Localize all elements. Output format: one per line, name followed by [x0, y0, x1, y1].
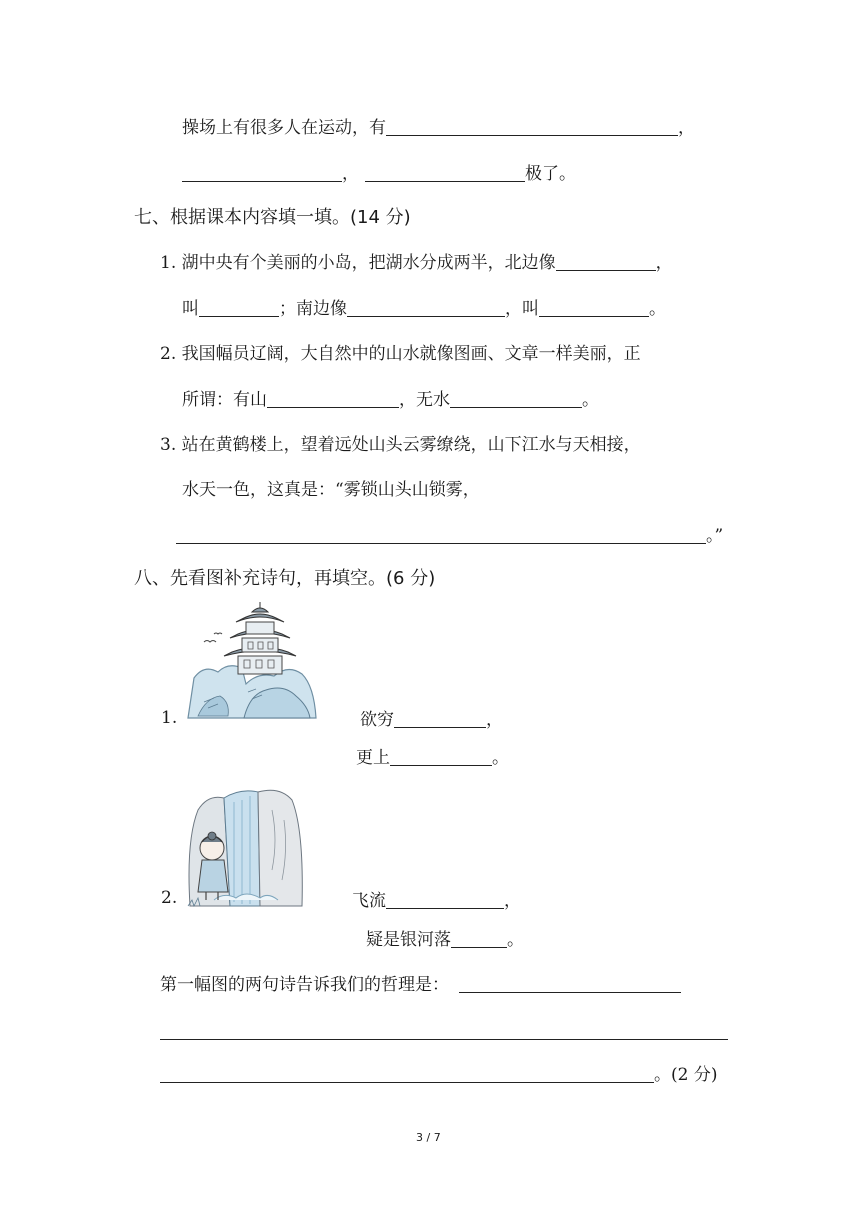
- waterfall-illustration: [184, 780, 308, 910]
- item-1-line-1: 欲穷 ，: [360, 710, 503, 730]
- answer-blank[interactable]: [199, 298, 279, 317]
- answer-blank[interactable]: [556, 252, 656, 271]
- q3-line-1: 3. 站在黄鹤楼上，望着远处山头云雾缭绕，山下江水与天相接，: [160, 435, 641, 455]
- answer-blank[interactable]: [390, 747, 492, 766]
- intro-text: 操场上有很多人在运动，有: [182, 118, 386, 138]
- page-number: 3 / 7: [416, 1131, 441, 1144]
- item-2-number: 2.: [161, 888, 178, 908]
- answer-blank[interactable]: [451, 929, 507, 948]
- answer-blank[interactable]: [347, 298, 505, 317]
- q3-line-2: 水天一色，这真是：“雾锁山头山锁雾，: [182, 480, 480, 500]
- philosophy-line-1: 第一幅图的两句诗告诉我们的哲理是：: [160, 973, 681, 997]
- answer-blank[interactable]: [386, 117, 678, 136]
- answer-blank[interactable]: [267, 389, 399, 408]
- section-8-heading: 八、先看图补充诗句，再填空。(6 分): [134, 568, 436, 589]
- q3-line-3: 。”: [176, 524, 723, 548]
- intro-line-1: 操场上有很多人在运动，有 ，: [182, 118, 695, 138]
- q1-line-1: 1. 湖中央有个美丽的小岛，把湖水分成两半，北边像 ，: [160, 253, 673, 273]
- answer-blank[interactable]: [459, 974, 681, 993]
- item-2-line-2: 疑是银河落 。: [366, 930, 524, 950]
- item-2-line-1: 飞流 ，: [352, 891, 521, 911]
- answer-blank[interactable]: [450, 389, 582, 408]
- answer-blank[interactable]: [539, 298, 649, 317]
- answer-blank[interactable]: [176, 525, 706, 544]
- answer-blank[interactable]: [365, 163, 525, 182]
- intro-line-2: ， 极了。: [182, 162, 576, 186]
- answer-blank[interactable]: [160, 1064, 654, 1083]
- item-1-line-2: 更上 。: [356, 748, 509, 768]
- answer-blank[interactable]: [386, 890, 504, 909]
- answer-blank[interactable]: [160, 1038, 728, 1040]
- philosophy-line-3: 。(2 分): [160, 1063, 717, 1087]
- item-1-number: 1.: [161, 708, 178, 728]
- answer-blank[interactable]: [394, 709, 486, 728]
- section-7-heading: 七、根据课本内容填一填。(14 分): [134, 207, 411, 228]
- q2-line-1: 2. 我国幅员辽阔，大自然中的山水就像图画、文章一样美丽，正: [160, 344, 641, 364]
- yellow-crane-tower-illustration: [184, 598, 320, 722]
- answer-blank[interactable]: [182, 163, 342, 182]
- q1-line-2: 叫 ；南边像 ，叫 。: [182, 299, 666, 319]
- q2-line-2: 所谓：有山 ，无水 。: [182, 390, 599, 410]
